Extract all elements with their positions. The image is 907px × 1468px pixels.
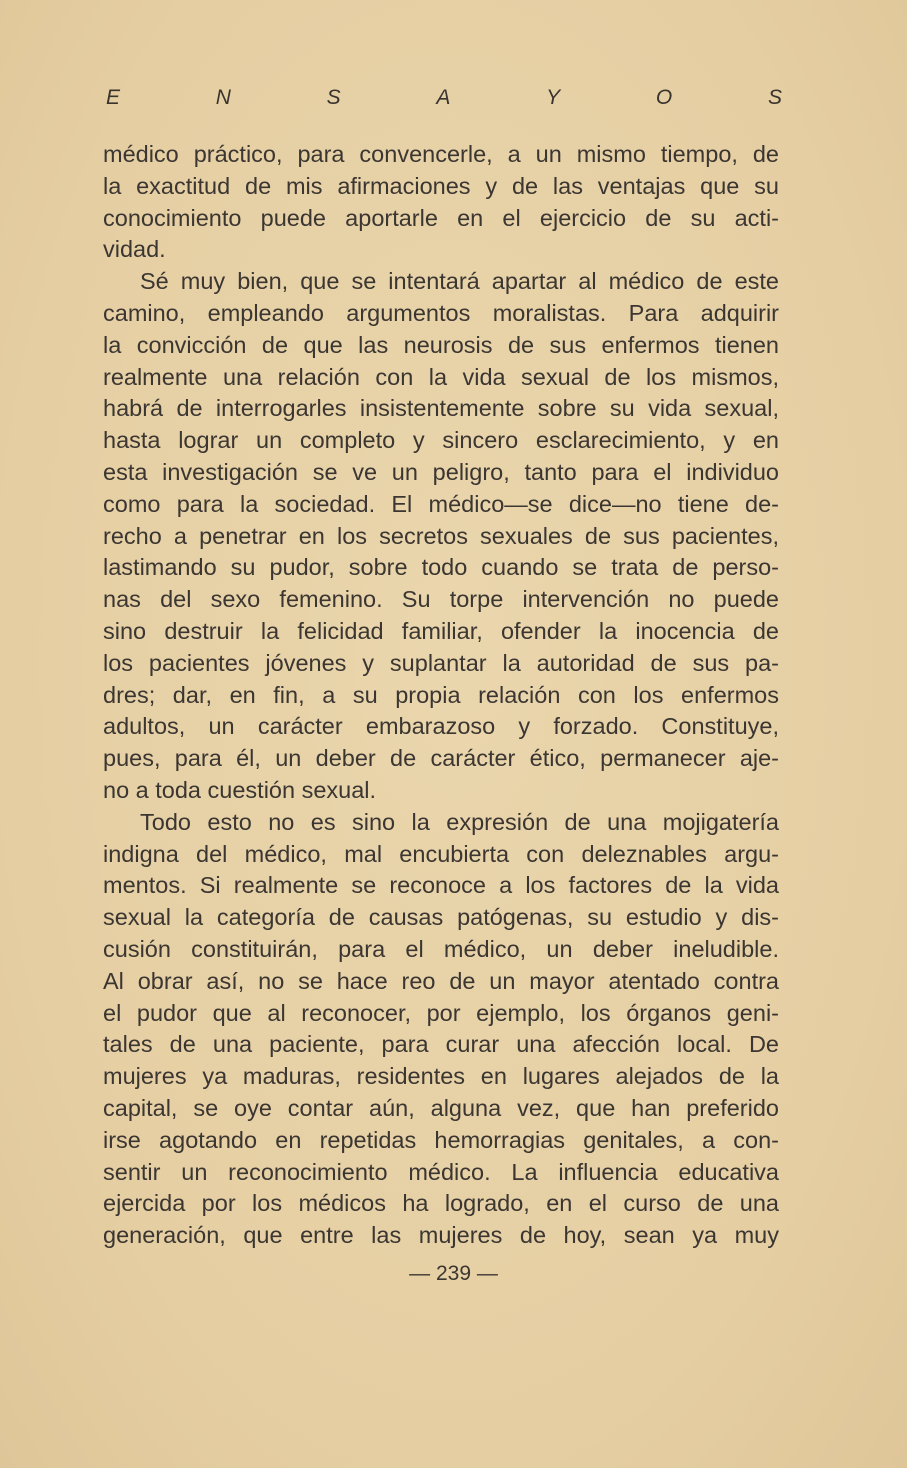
text-line: generación, que entre las mujeres de hoy, sean ya muy	[103, 1222, 779, 1249]
header-letter: S	[767, 86, 782, 109]
text-line: nas del sexo femenino. Su torpe intervención no puede	[103, 586, 779, 613]
text-line: camino, empleando argumentos moralistas. Para adquirir	[103, 299, 779, 326]
body-text	[103, 139, 779, 1252]
text-line: tales de una paciente, para curar una afección local. De	[103, 1031, 779, 1058]
text-line: dres; dar, en fin, a su propia relación con los enfermos	[103, 681, 779, 708]
text-line: como para la sociedad. El médico—se dice—no tiene de-	[103, 490, 779, 517]
page-number: — 239 —	[409, 1262, 498, 1285]
header-letter: O	[655, 86, 673, 109]
running-header	[106, 86, 782, 110]
text-line: realmente una relación con la vida sexual de los mismos,	[103, 363, 779, 390]
text-line: esta investigación se ve un peligro, tanto para el individuo	[103, 458, 779, 485]
text-line: adultos, un carácter embarazoso y forzado. Constituye,	[103, 713, 779, 740]
text-line: sino destruir la felicidad familiar, ofender la inocencia de	[103, 617, 779, 644]
header-letter: N	[215, 86, 231, 109]
text-line: capital, se oye contar aún, alguna vez, que han preferido	[103, 1094, 779, 1121]
text-line: la convicción de que las neurosis de sus enfermos tienen	[103, 331, 779, 358]
header-letter: A	[436, 86, 451, 109]
text-line: mujeres ya maduras, residentes en lugares alejados de la	[103, 1063, 779, 1090]
text-line: irse agotando en repetidas hemorragias genitales, a con-	[103, 1126, 779, 1153]
text-line: el pudor que al reconocer, por ejemplo, los órganos geni-	[103, 999, 779, 1026]
text-line: habrá de interrogarles insistentemente sobre su vida sexual,	[103, 395, 779, 422]
text-line: no a toda cuestión sexual.	[103, 776, 377, 803]
header-letter: Y	[546, 86, 561, 109]
text-line: hasta lograr un completo y sincero esclarecimiento, y en	[103, 427, 779, 454]
header-letter: S	[326, 86, 341, 109]
header-letter: E	[106, 86, 121, 109]
text-line: pues, para él, un deber de carácter ético, permanecer aje-	[103, 745, 779, 772]
text-line: sentir un reconocimiento médico. La influencia educativa	[103, 1158, 779, 1185]
text-line: Al obrar así, no se hace reo de un mayor atentado contra	[103, 967, 779, 994]
text-line: Todo esto no es sino la expresión de una mojigatería	[140, 808, 779, 835]
text-line: los pacientes jóvenes y suplantar la autoridad de sus pa-	[103, 649, 779, 676]
text-line: conocimiento puede aportarle en el ejercicio de su acti-	[103, 204, 779, 231]
text-line: recho a penetrar en los secretos sexuales de sus pacientes,	[103, 522, 779, 549]
text-line: médico práctico, para convencerle, a un mismo tiempo, de	[103, 141, 779, 167]
text-line: lastimando su pudor, sobre todo cuando se trata de perso-	[103, 554, 779, 581]
text-line: la exactitud de mis afirmaciones y de las ventajas que su	[103, 172, 779, 199]
text-line: Sé muy bien, que se intentará apartar al médico de este	[140, 268, 779, 295]
text-line: mentos. Si realmente se reconoce a los factores de la vida	[103, 872, 779, 899]
text-line: sexual la categoría de causas patógenas, su estudio y dis-	[103, 904, 779, 931]
text-line: ejercida por los médicos ha logrado, en el curso de una	[103, 1190, 779, 1217]
text-line: indigna del médico, mal encubierta con deleznables argu-	[103, 840, 779, 867]
text-line: vidad.	[103, 236, 166, 263]
text-line: cusión constituirán, para el médico, un deber ineludible.	[103, 935, 779, 962]
